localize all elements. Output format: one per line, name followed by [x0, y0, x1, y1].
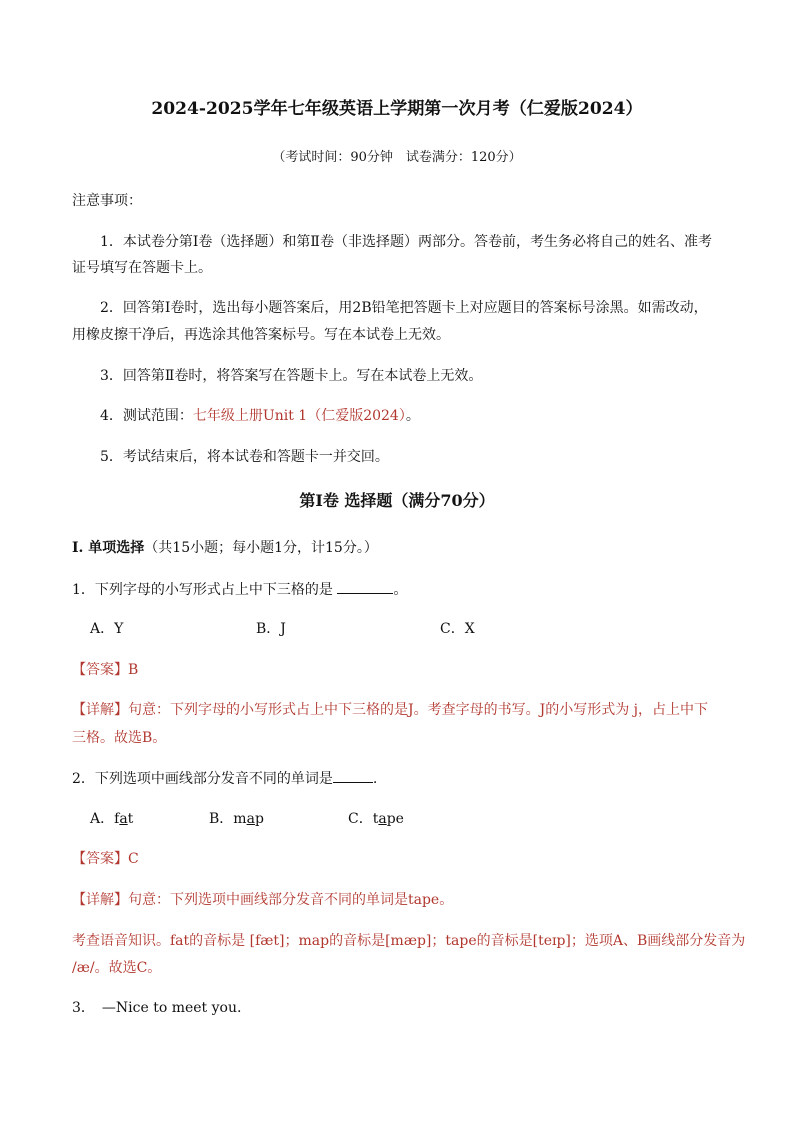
question-2-detail-line-2: 考查语音知识。fat的音标是 [fæt]；map的音标是[mæp]；tape的音标是[teɪp]；选项A、B画线部分发音为: [72, 933, 746, 949]
notice-item-3: 3．回答第Ⅱ卷时，将答案写在答题卡上。写在本试卷上无效。: [100, 368, 483, 384]
part-description: （共15小题；每小题1分，计15分。）: [144, 540, 378, 556]
answer-blank: [337, 579, 393, 594]
section-title: 第Ⅰ卷 选择题（满分70分）: [299, 491, 495, 510]
option-underlined-letter: a: [378, 811, 387, 827]
notice-item-1-line-2: 证号填写在答题卡上。: [72, 260, 212, 276]
detail-tag: 【详解】: [72, 702, 128, 718]
part-label: I. 单项选择: [72, 540, 145, 556]
notice-item-2-line-2: 用橡皮擦干净后，再选涂其他答案标号。写在本试卷上无效。: [72, 327, 450, 343]
notice-item-5: 5．考试结束后，将本试卷和答题卡一并交回。: [100, 449, 389, 465]
option-label: A．: [90, 811, 115, 827]
question-2-option-c: [348, 809, 404, 829]
answer-blank: [333, 768, 373, 783]
answer-value: C: [128, 851, 139, 867]
question-1-option-b: B．J: [256, 621, 286, 637]
answer-tag: 【答案】: [72, 851, 128, 867]
detail-text: 句意：下列选项中画线部分发音不同的单词是tape。: [128, 892, 454, 908]
question-2-stem: [72, 768, 377, 789]
question-2-text: 2．下列选项中画线部分发音不同的单词是: [72, 771, 333, 787]
notice-item-1-line-1: 1．本试卷分第Ⅰ卷（选择题）和第Ⅱ卷（非选择题）两部分。答卷前，考生务必将自己的姓名、准考: [100, 234, 712, 250]
question-2-option-b: [209, 809, 264, 829]
exam-info: （考试时间：90分钟 试卷满分：120分）: [272, 150, 522, 165]
option-word-end: pe: [386, 811, 404, 827]
question-1-text: 1．下列字母的小写形式占上中下三格的是: [72, 582, 333, 598]
document-title: 2024-2025学年七年级英语上学期第一次月考（仁爱版2024）: [151, 99, 643, 119]
option-underlined-letter: a: [119, 811, 128, 827]
notice-item-4-prefix: 4．测试范围：: [100, 408, 193, 424]
part-heading: [72, 538, 378, 558]
option-word-start: m: [233, 811, 247, 827]
question-2-end: .: [372, 771, 378, 787]
option-label: B．: [209, 811, 234, 827]
question-1-detail-line-1: [72, 700, 708, 720]
answer-value: B: [128, 662, 139, 678]
notice-item-4-suffix: 。: [405, 408, 420, 424]
question-1-detail-line-2: 三格。故选B。: [72, 730, 167, 746]
option-label: C．: [348, 811, 373, 827]
question-1-end: 。: [393, 582, 408, 598]
test-scope: 七年级上册Unit 1（仁爱版2024）: [192, 408, 406, 424]
detail-text: 句意：下列字母的小写形式占上中下三格的是J。考查字母的书写。J的小写形式为 j，占上中下: [128, 702, 709, 718]
option-word-end: p: [254, 811, 264, 827]
option-word-end: t: [127, 811, 134, 827]
answer-tag: 【答案】: [72, 662, 128, 678]
question-1-option-a: A．Y: [90, 621, 124, 637]
option-underlined-letter: a: [246, 811, 255, 827]
notice-item-4: [100, 406, 420, 426]
question-1-stem: [72, 579, 407, 600]
question-2-detail-line-1: [72, 890, 453, 910]
option-word-start: t: [372, 811, 379, 827]
question-1-answer: [72, 660, 138, 680]
question-2-answer: [72, 849, 139, 869]
notice-heading: 注意事项：: [72, 193, 142, 209]
option-word-start: f: [114, 811, 120, 827]
question-1-option-c: C．X: [440, 621, 475, 637]
notice-item-2-line-1: 2．回答第Ⅰ卷时，选出每小题答案后，用2B铅笔把答题卡上对应题目的答案标号涂黑。如需改动，: [100, 300, 708, 316]
question-2-option-a: [90, 809, 133, 829]
question-2-detail-line-3: /æ/。故选C。: [72, 960, 162, 976]
question-3-stem: 3． —Nice to meet you.: [72, 1000, 242, 1016]
detail-tag: 【详解】: [72, 892, 128, 908]
